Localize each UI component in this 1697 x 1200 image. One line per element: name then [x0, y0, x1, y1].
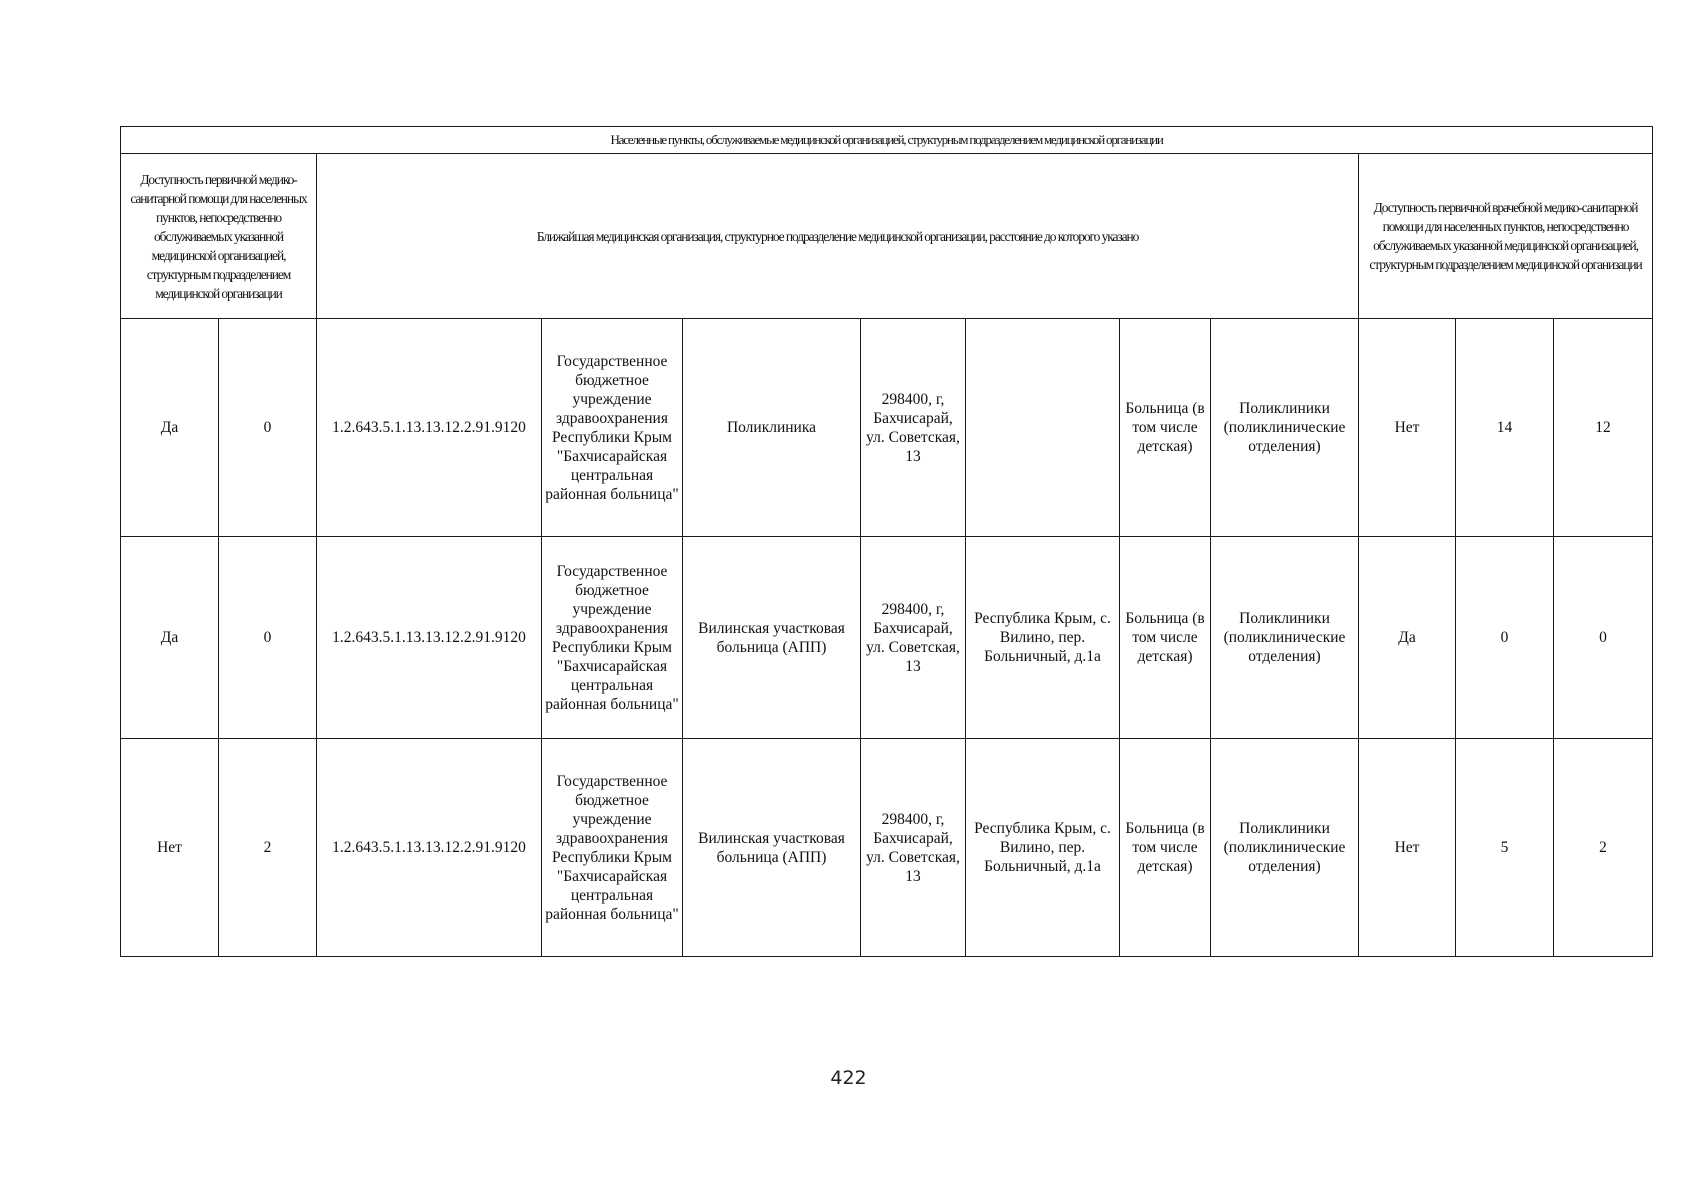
- page-number: 422: [830, 1067, 867, 1089]
- value1-cell: 5: [1456, 739, 1554, 957]
- table-title: Населенные пункты, обслуживаемые медицинской организацией, структурным подразделением медицинской организации: [121, 127, 1653, 154]
- table-row: [121, 319, 1653, 537]
- table-row: [121, 537, 1653, 739]
- value2-cell: 0: [1554, 537, 1653, 739]
- availability-cell: Да: [121, 537, 219, 739]
- distance-cell: 2: [219, 739, 317, 957]
- unit-cell: Вилинская участковая больница (АПП): [683, 739, 861, 957]
- settlements-table: [120, 126, 1653, 957]
- distance-cell: 0: [219, 319, 317, 537]
- header-primary-care-availability: Доступность первичной медико-санитарной помощи для населенных пунктов, непосредственно обслуживаемых указанной медицинской организацией, структурным подразделением медицинской организации: [121, 154, 317, 319]
- oid-cell: 1.2.643.5.1.13.13.12.2.91.9120: [317, 739, 542, 957]
- header-doctor-care-availability: Доступность первичной врачебной медико-санитарной помощи для населенных пунктов, непосредственно обслуживаемых указанной медицинской организацией, структурным подразделением медицинской организации: [1359, 154, 1653, 319]
- organization-cell: Государственное бюджетное учреждение здравоохранения Республики Крым "Бахчисарайская центральная районная больница": [542, 739, 683, 957]
- organization-cell: Государственное бюджетное учреждение здравоохранения Республики Крым "Бахчисарайская центральная районная больница": [542, 537, 683, 739]
- distance-cell: 0: [219, 537, 317, 739]
- value2-cell: 2: [1554, 739, 1653, 957]
- unit-type-cell: Поликлиники (поликлинические отделения): [1211, 537, 1359, 739]
- doctor-availability-cell: Нет: [1359, 739, 1456, 957]
- header-nearest-organization: Ближайшая медицинская организация, структурное подразделение медицинской организации, расстояние до которого указано: [317, 154, 1359, 319]
- address-cell: 298400, г, Бахчисарай, ул. Советская, 13: [861, 537, 966, 739]
- unit-type-cell: Поликлиники (поликлинические отделения): [1211, 739, 1359, 957]
- unit-address-cell: [966, 319, 1120, 537]
- value1-cell: 0: [1456, 537, 1554, 739]
- value1-cell: 14: [1456, 319, 1554, 537]
- unit-type-cell: Поликлиники (поликлинические отделения): [1211, 319, 1359, 537]
- value2-cell: 12: [1554, 319, 1653, 537]
- organization-cell: Государственное бюджетное учреждение здравоохранения Республики Крым "Бахчисарайская центральная районная больница": [542, 319, 683, 537]
- address-cell: 298400, г, Бахчисарай, ул. Советская, 13: [861, 319, 966, 537]
- oid-cell: 1.2.643.5.1.13.13.12.2.91.9120: [317, 319, 542, 537]
- unit-cell: Вилинская участковая больница (АПП): [683, 537, 861, 739]
- org-type-cell: Больница (в том числе детская): [1120, 739, 1211, 957]
- unit-address-cell: Республика Крым, с. Вилино, пер. Больничный, д.1а: [966, 739, 1120, 957]
- doctor-availability-cell: Да: [1359, 537, 1456, 739]
- unit-cell: Поликлиника: [683, 319, 861, 537]
- unit-address-cell: Республика Крым, с. Вилино, пер. Больничный, д.1а: [966, 537, 1120, 739]
- org-type-cell: Больница (в том числе детская): [1120, 537, 1211, 739]
- availability-cell: Нет: [121, 739, 219, 957]
- doctor-availability-cell: Нет: [1359, 319, 1456, 537]
- availability-cell: Да: [121, 319, 219, 537]
- org-type-cell: Больница (в том числе детская): [1120, 319, 1211, 537]
- address-cell: 298400, г, Бахчисарай, ул. Советская, 13: [861, 739, 966, 957]
- oid-cell: 1.2.643.5.1.13.13.12.2.91.9120: [317, 537, 542, 739]
- table-row: [121, 739, 1653, 957]
